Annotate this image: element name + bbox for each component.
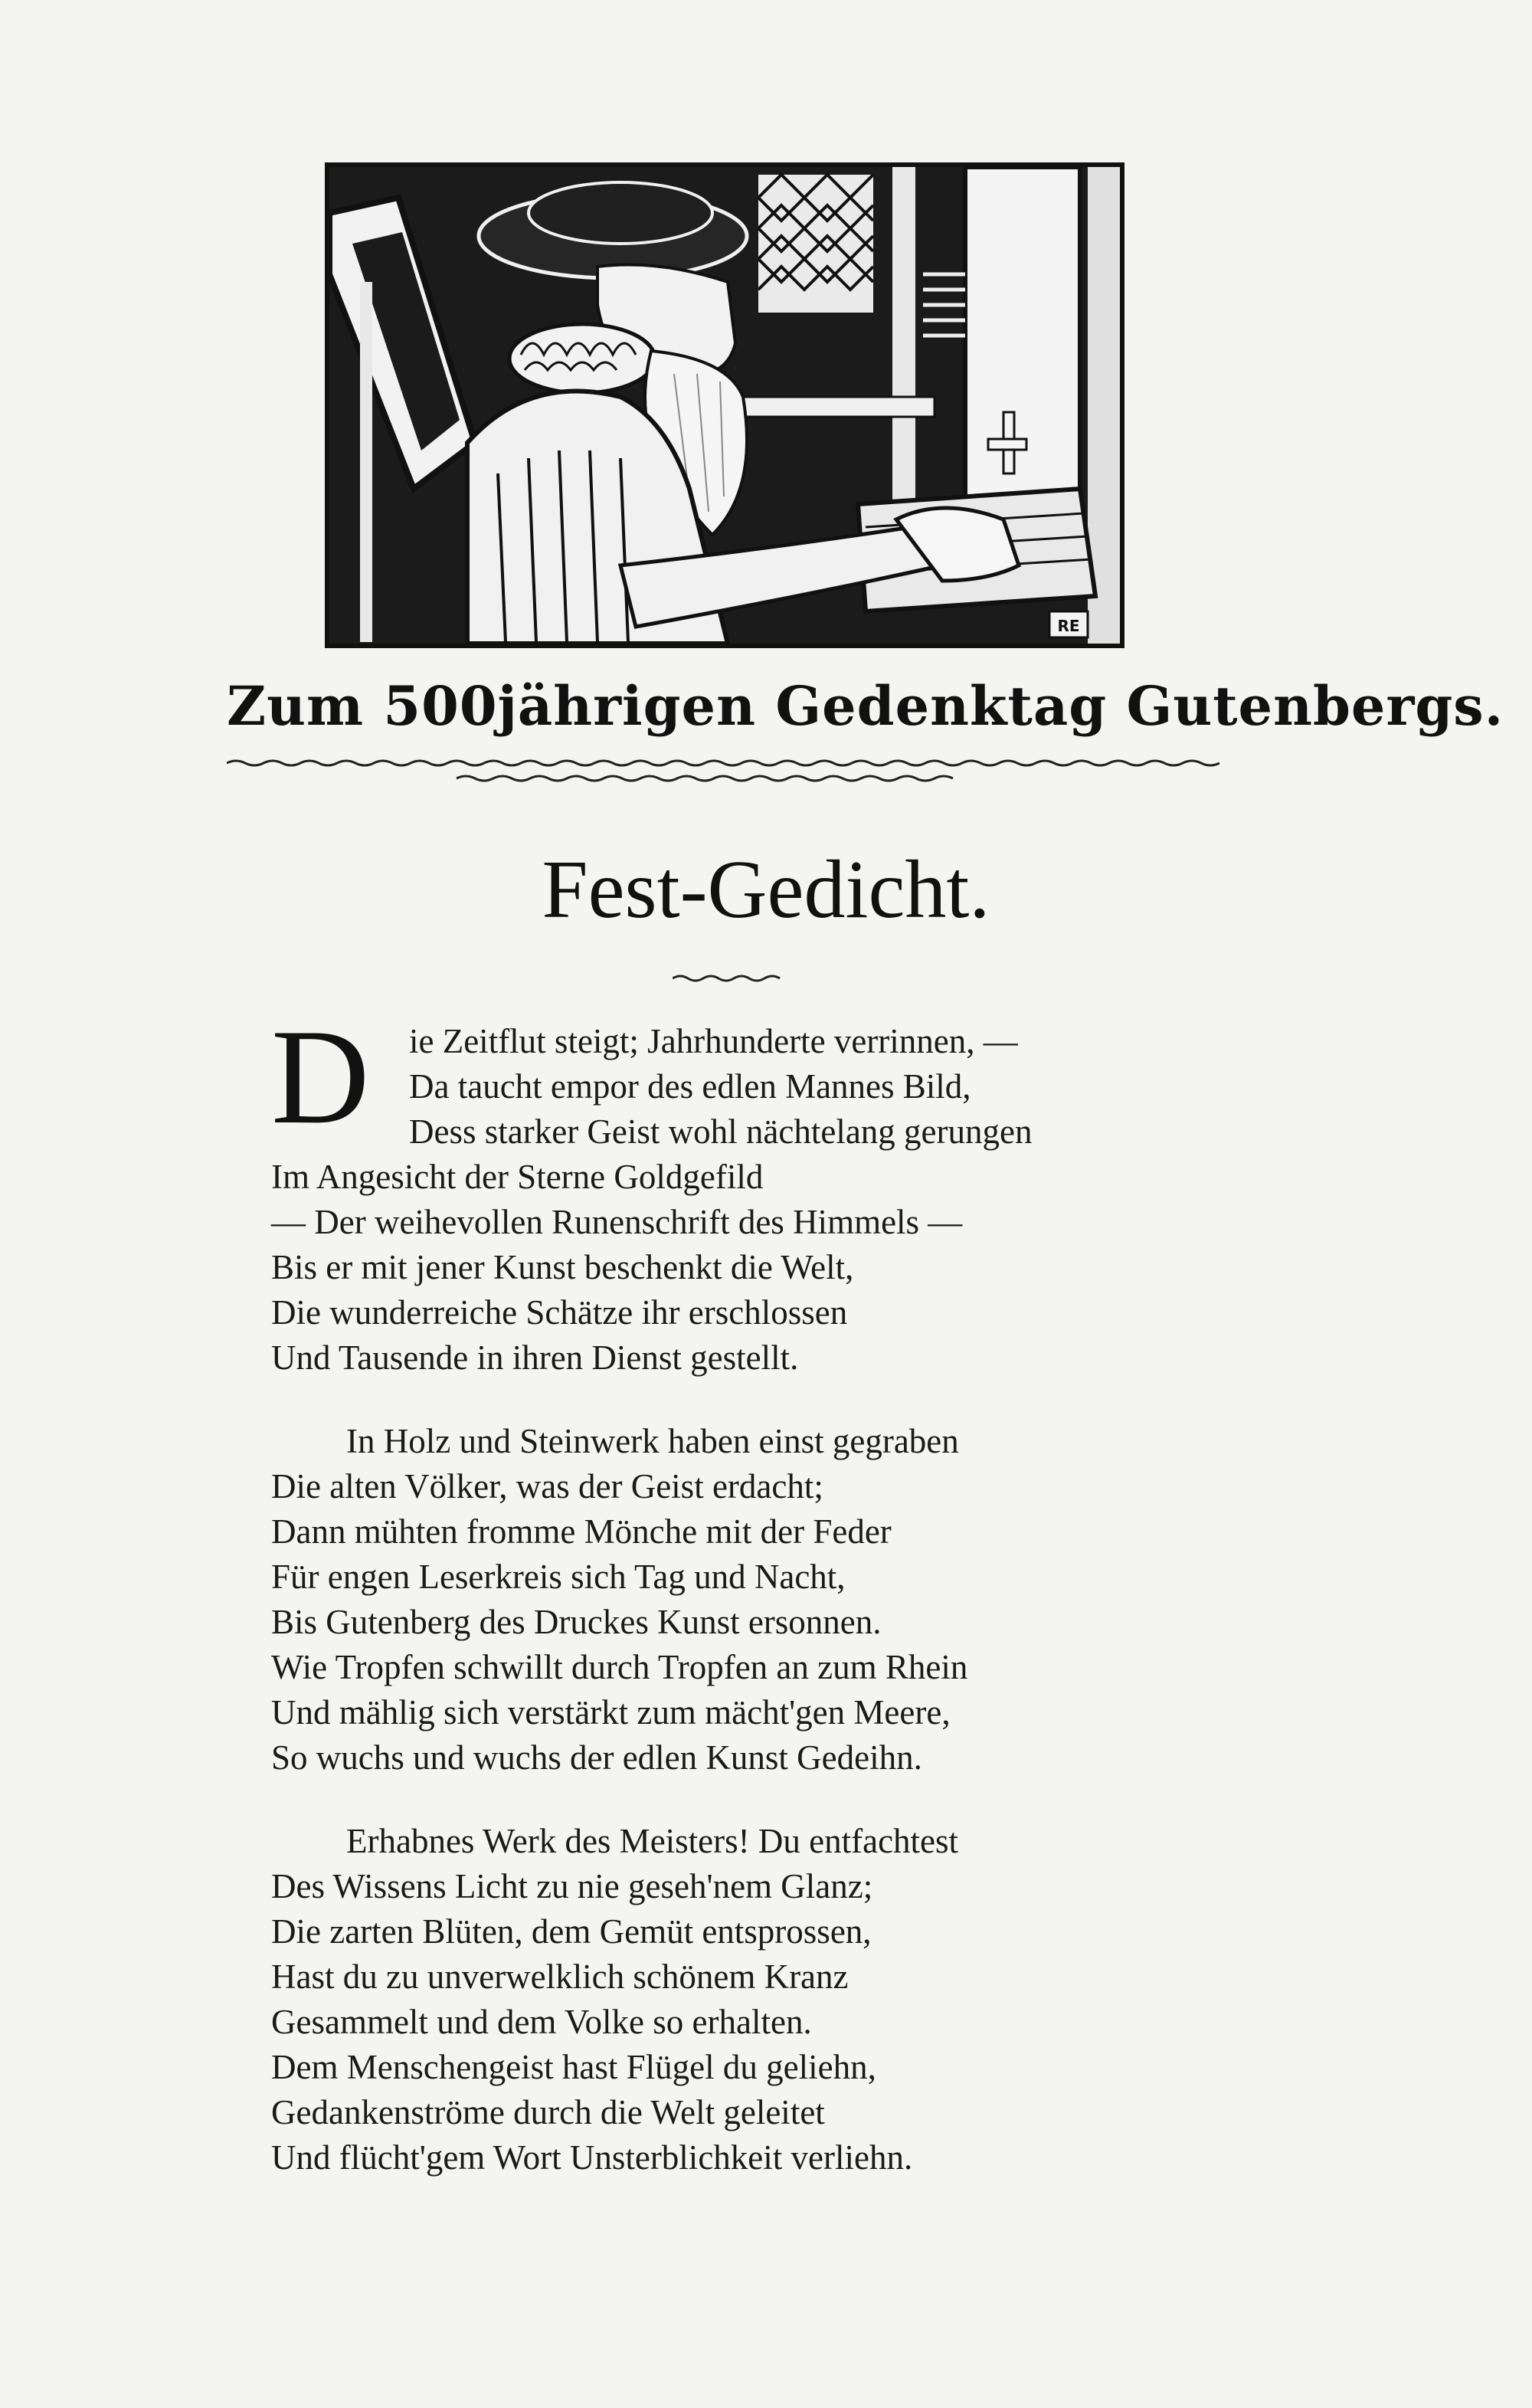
poem-line: Gedankenströme durch die Welt geleitet [271, 2093, 825, 2131]
gutenberg-woodcut-illustration [325, 162, 1124, 648]
stanza-1 [271, 1001, 1229, 1381]
poem-line: Dem Menschengeist hast Flügel du geliehn, [271, 2048, 876, 2086]
poem-line: Und flücht'gem Wort Unsterblichkeit verliehn. [271, 2138, 913, 2177]
poem-line: — Der weihevollen Runenschrift des Himmels — [271, 1203, 963, 1241]
poem-line: Gesammelt und dem Volke so erhalten. [271, 2003, 812, 2041]
drop-cap: D [271, 1001, 370, 1152]
stanza-3 [271, 1819, 1229, 2180]
poem-title: Fest-Gedicht. [542, 844, 990, 935]
stanza-2 [271, 1419, 1229, 1781]
decorative-wavy-rule [227, 757, 1223, 794]
poem-line: Bis er mit jener Kunst beschenkt die Welt, [271, 1248, 854, 1286]
poem-line: Die wunderreiche Schätze ihr erschlossen [271, 1293, 848, 1332]
poem-line: Die alten Völker, was der Geist erdacht; [271, 1467, 823, 1505]
poem-line: Und mählig sich verstärkt zum mächt'gen Meere, [271, 1693, 951, 1731]
poem-line: Die zarten Blüten, dem Gemüt entsprossen, [271, 1912, 872, 1951]
poem-line: Im Angesicht der Sterne Goldgefild [271, 1158, 764, 1196]
poem-line: Wie Tropfen schwillt durch Tropfen an zum Rhein [271, 1648, 968, 1686]
headline: Zum 500jährigen Gedenktag Gutenbergs. [227, 674, 1504, 738]
poem-line: Für engen Leserkreis sich Tag und Nacht, [271, 1558, 846, 1596]
poem-line: So wuchs und wuchs der edlen Kunst Gedeihn. [271, 1738, 922, 1777]
monogram-text: RE [1057, 617, 1080, 635]
poem [271, 1001, 1229, 2180]
woodcut-image [329, 167, 1120, 644]
poem-line: Hast du zu unverwelklich schönem Kranz [271, 1958, 849, 1996]
poem-line: Da taucht empor des edlen Mannes Bild, [409, 1067, 971, 1106]
poem-line: Dess starker Geist wohl nächtelang gerungen [409, 1112, 1033, 1151]
poem-line: Erhabnes Werk des Meisters! Du entfachtest [346, 1822, 959, 1860]
poem-line: ie Zeitflut steigt; Jahrhunderte verrinnen, — [409, 1022, 1018, 1060]
title-ornament-rule [673, 973, 787, 984]
poem-line: Dann mühten fromme Mönche mit der Feder [271, 1512, 892, 1551]
poem-line: Bis Gutenberg des Druckes Kunst ersonnen. [271, 1603, 882, 1641]
poem-line: In Holz und Steinwerk haben einst gegraben [346, 1422, 959, 1460]
poem-line: Des Wissens Licht zu nie geseh'nem Glanz; [271, 1867, 873, 1905]
poem-line: Und Tausende in ihren Dienst gestellt. [271, 1338, 799, 1377]
